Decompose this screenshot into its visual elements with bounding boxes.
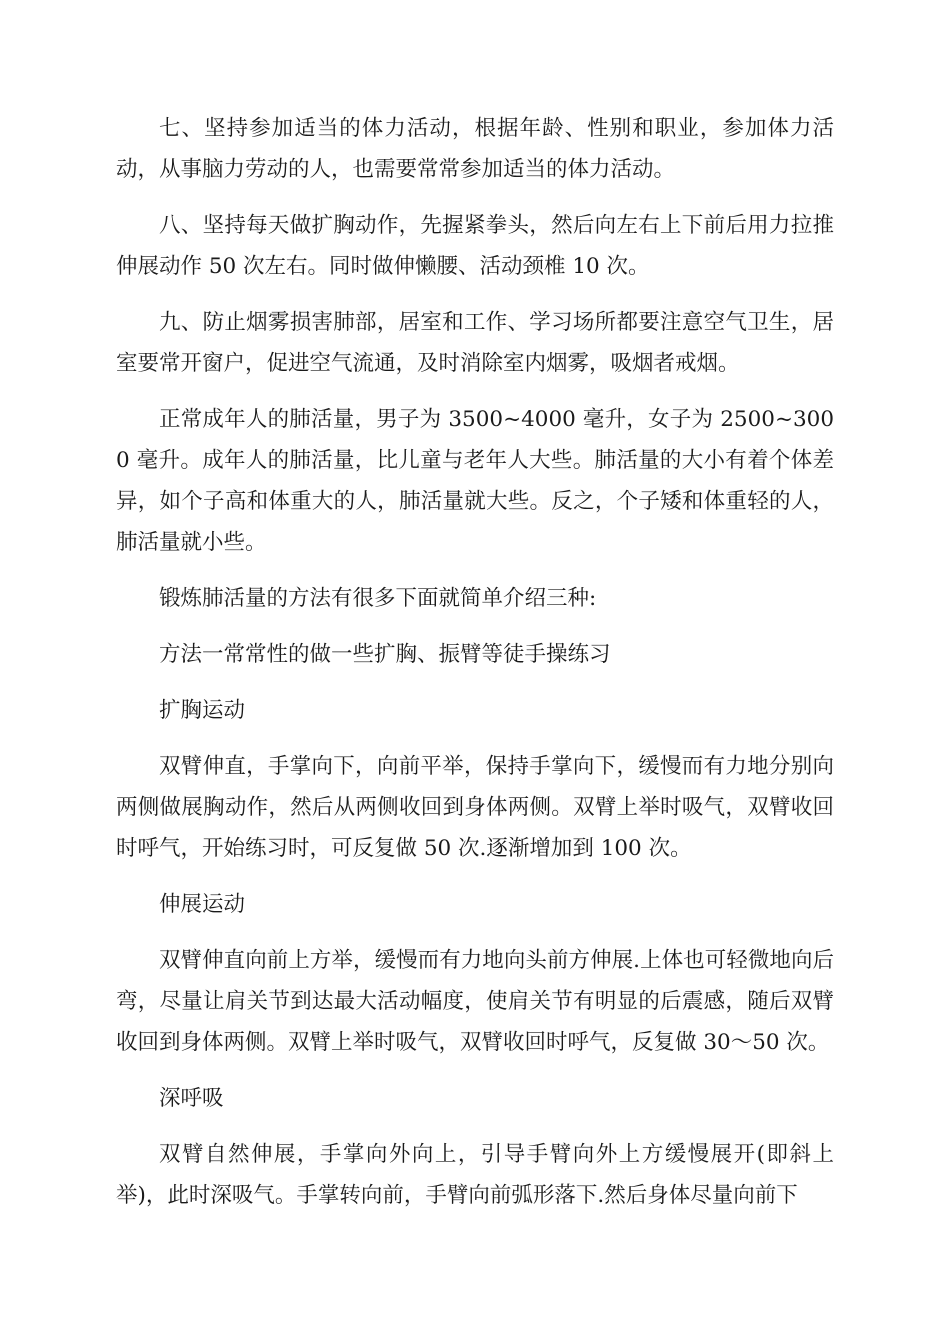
paragraph-lung-capacity: 正常成年人的肺活量，男子为 3500~4000 毫升，女子为 2500~3000 毫升。成年人的肺活量，比儿童与老年人大些。肺活量的大小有着个体差异，如个子高和体重大的人，肺活量就大些。反之，个子矮和体重轻的人，肺活量就小些。 [116, 407, 834, 555]
paragraph-item-9: 九、防止烟雾损害肺部，居室和工作、学习场所都要注意空气卫生，居室要常开窗户，促进空气流通，及时消除室内烟雾，吸烟者戒烟。 [116, 310, 834, 376]
paragraph-item-7: 七、坚持参加适当的体力活动，根据年龄、性别和职业，参加体力活动，从事脑力劳动的人，也需要常常参加适当的体力活动。 [116, 116, 834, 182]
document-body [116, 108, 834, 1231]
section-heading-deep-breathing: 深呼吸 [159, 1086, 224, 1111]
section-heading-stretching: 伸展运动 [159, 892, 246, 917]
paragraph-stretching: 双臂伸直向前上方举，缓慢而有力地向头前方伸展.上体也可轻微地向后弯，尽量让肩关节到达最大活动幅度，使肩关节有明显的后震感，随后双臂收回到身体两侧。双臂上举时吸气，双臂收回时呼气，反复做 30～50 次。 [116, 948, 834, 1055]
paragraph-chest-expansion: 双臂伸直，手掌向下，向前平举，保持手掌向下，缓慢而有力地分别向两侧做展胸动作，然后从两侧收回到身体两侧。双臂上举时吸气，双臂收回时呼气，开始练习时，可反复做 50 次.逐渐增加到 100 次。 [116, 754, 834, 861]
section-heading-chest-expansion: 扩胸运动 [159, 698, 246, 723]
paragraph-deep-breathing: 双臂自然伸展，手掌向外向上，引导手臂向外上方缓慢展开(即斜上举)，此时深吸气。手掌转向前，手臂向前弧形落下.然后身体尽量向前下 [116, 1142, 834, 1208]
paragraph-item-8: 八、坚持每天做扩胸动作，先握紧拳头，然后向左右上下前后用力拉推伸展动作 50 次左右。同时做伸懒腰、活动颈椎 10 次。 [116, 213, 834, 279]
paragraph-methods-intro: 锻炼肺活量的方法有很多下面就简单介绍三种: [159, 586, 597, 611]
paragraph-method-one: 方法一常常性的做一些扩胸、振臂等徒手操练习 [159, 642, 611, 667]
